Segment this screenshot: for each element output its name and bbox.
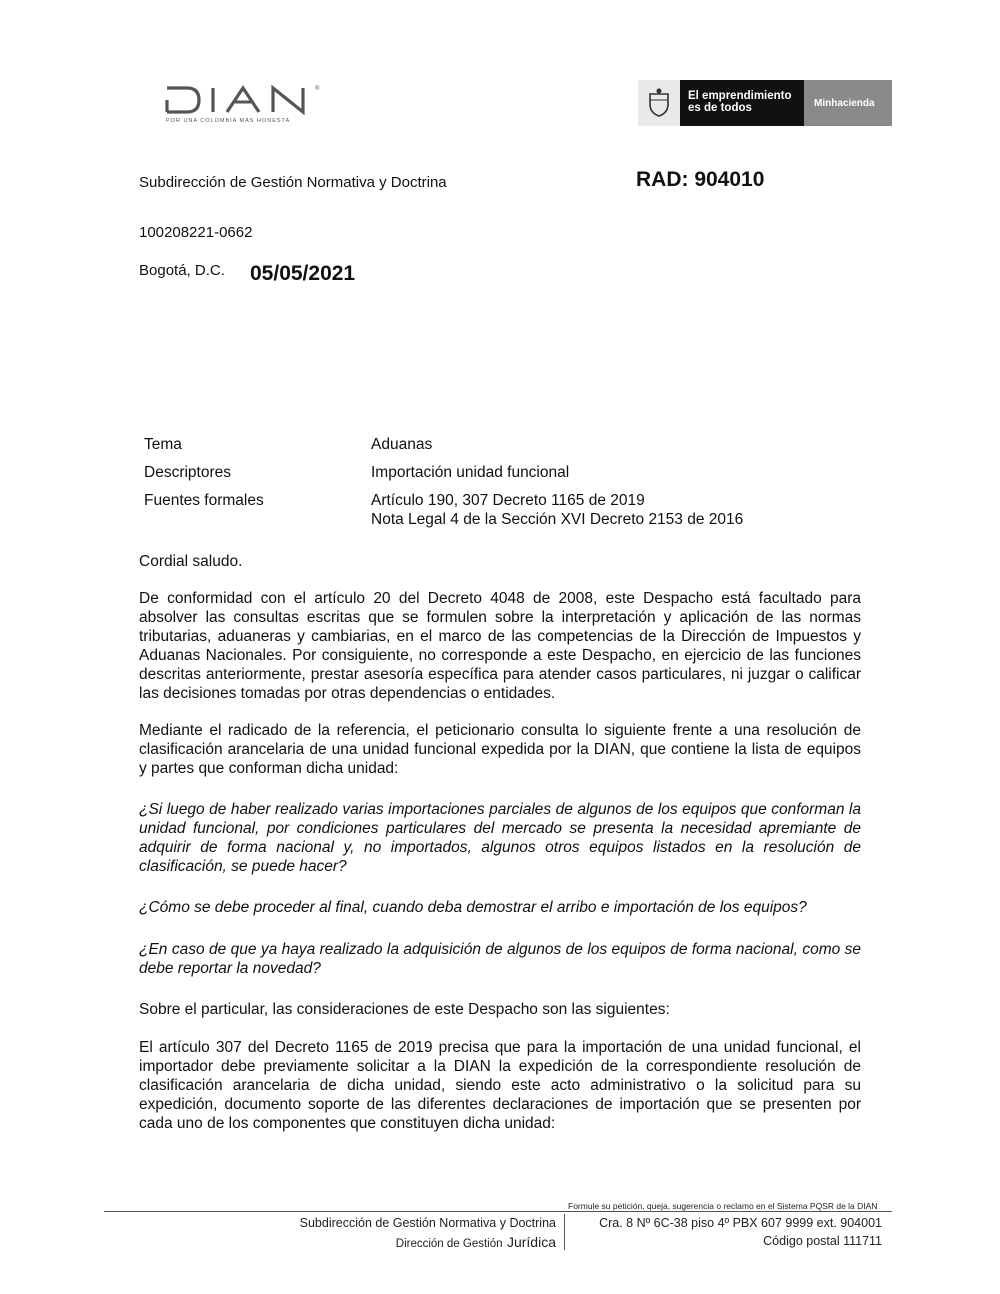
government-logo — [638, 80, 892, 126]
descriptores-value: Importación unidad funcional — [371, 464, 570, 481]
gov-slogan-line2: es de todos — [688, 102, 752, 114]
footer-postal-code: Código postal 111711 — [763, 1234, 882, 1248]
fuentes-value-1: Artículo 190, 307 Decreto 1165 de 2019 — [371, 492, 645, 509]
letter-date: 05/05/2021 — [250, 262, 356, 285]
footer-separator — [564, 1214, 565, 1250]
city: Bogotá, D.C. — [139, 262, 225, 279]
svg-text:®: ® — [315, 86, 320, 92]
rad-number: RAD: 904010 — [636, 168, 765, 191]
gov-slogan-line1: El emprendimiento — [688, 90, 792, 102]
paragraph-request: Mediante el radicado de la referencia, el peticionario consulta lo siguiente frente a una resolución de clasificación arancelaria de una unidad funcional expedida por la DIAN, que contiene la lista de equipos y partes que conforman dicha unidad: — [139, 722, 861, 777]
fuentes-label: Fuentes formales — [144, 492, 264, 509]
question-1: ¿Si luego de haber realizado varias importaciones parciales de algunos de los equipos que conforman la unidad funcional, por condiciones particulares del mercado se presenta la necesidad apremiante de adquirir de forma nacional y, no importados, algunos otros equipos listados en la resolución de clasificación, se puede hacer? — [139, 801, 861, 875]
greeting: Cordial saludo. — [139, 553, 243, 570]
footer-direction-prefix: Dirección de Gestión — [395, 1238, 503, 1250]
fuentes-value-2: Nota Legal 4 de la Sección XVI Decreto 2153 de 2016 — [371, 511, 744, 528]
tema-value: Aduanas — [371, 436, 433, 453]
paragraph-competence: De conformidad con el artículo 20 del Decreto 4048 de 2008, este Despacho está facultado para absolver las consultas escritas que se formulen sobre la interpretación y aplicación de las normas tributarias, aduaneras y cambiarias, en el marco de las competencias de la Dirección de Impuestos y Aduanas Nacionales. Por consiguiente, no corresponde a este Despacho, en ejercicio de las funciones descritas anteriormente, prestar asesoría específica para atender casos particulares, ni juzgar o calificar las decisiones tomadas por otras dependencias o entidades. — [139, 590, 861, 702]
footer-divider — [104, 1211, 892, 1212]
paragraph-considerations: Sobre el particular, las consideraciones de este Despacho son las siguientes: — [139, 1001, 670, 1018]
question-2: ¿Cómo se debe proceder al final, cuando deba demostrar el arribo e importación de los equipos? — [139, 899, 807, 916]
question-3: ¿En caso de que ya haya realizado la adquisición de algunos de los equipos de forma nacional, como se debe reportar la novedad? — [139, 941, 861, 977]
footer-direction-juridica: Jurídica — [506, 1234, 556, 1250]
dian-logo — [165, 80, 325, 130]
document-number: 100208221-0662 — [139, 224, 253, 241]
footer-direction — [396, 1234, 556, 1252]
pqsr-note: Formule su petición, queja, sugerencia o reclamo en el Sistema PQSR de la DIAN — [568, 1201, 878, 1211]
dian-tagline: POR UNA COLOMBIA MÁS HONESTA — [166, 118, 291, 124]
gov-slogan — [680, 80, 804, 126]
gov-ministry: Minhacienda — [804, 80, 892, 126]
paragraph-article-307: El artículo 307 del Decreto 1165 de 2019 precisa que para la importación de una unidad funcional, el importador debe previamente solicitar a la DIAN la expedición de la correspondiente resolución de clasificación arancelaria de dicha unidad, siendo este acto administrativo o la solicitud para su expedición, documento soporte de las diferentes declaraciones de importación que se presenten por cada uno de los componentes que constituyen dicha unidad: — [139, 1039, 861, 1132]
descriptores-label: Descriptores — [144, 464, 231, 481]
tema-label: Tema — [144, 436, 182, 453]
footer-office: Subdirección de Gestión Normativa y Doctrina — [299, 1216, 556, 1230]
coat-of-arms-icon — [638, 80, 680, 126]
office-name: Subdirección de Gestión Normativa y Doctrina — [139, 174, 447, 191]
footer-address: Cra. 8 Nº 6C-38 piso 4º PBX 607 9999 ext. 904001 — [599, 1216, 882, 1230]
